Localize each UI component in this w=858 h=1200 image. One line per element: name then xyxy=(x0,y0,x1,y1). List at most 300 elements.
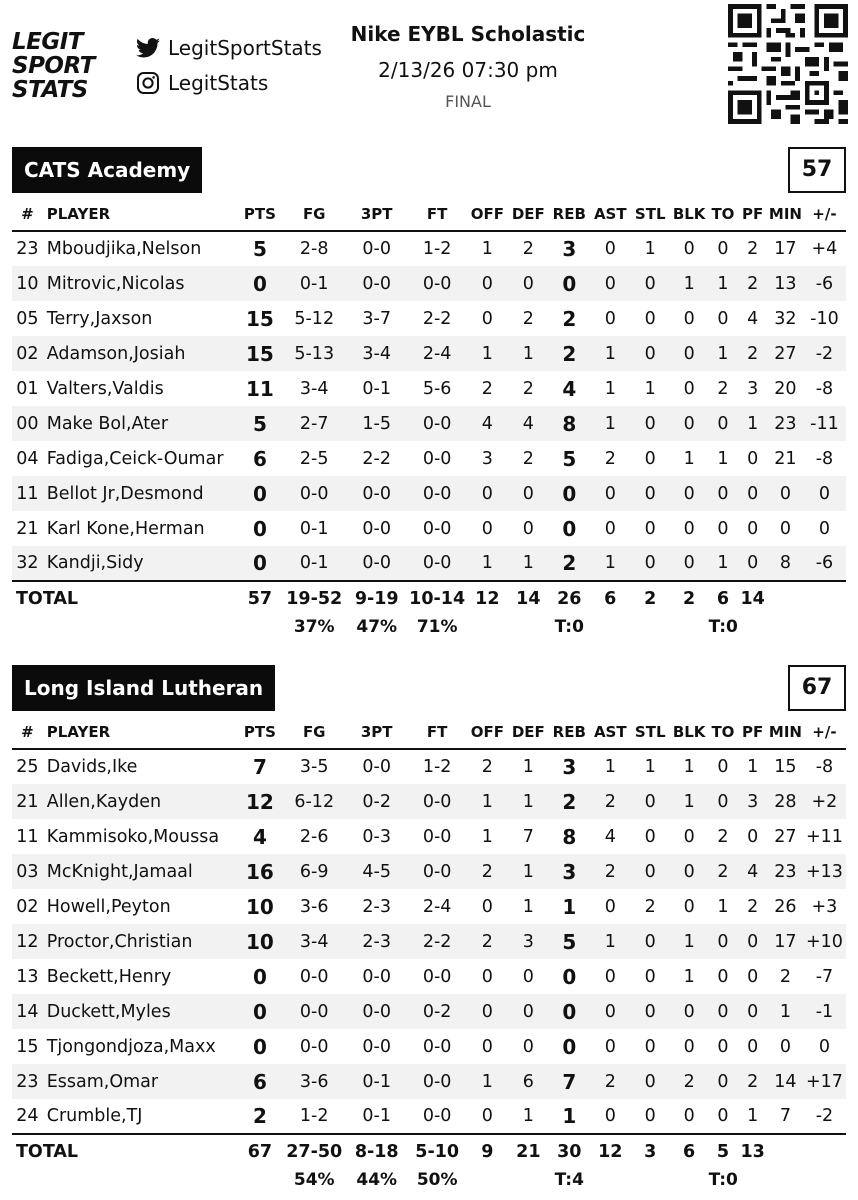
cell-blk: 0 xyxy=(683,896,695,917)
cell-player: Tjongondjoza,Maxx xyxy=(46,1036,216,1057)
cell-pts: 10 xyxy=(237,924,282,959)
cell-player: Karl Kone,Herman xyxy=(46,518,205,539)
cell-3pt: 0-0 xyxy=(362,757,392,777)
cell-min: 20 xyxy=(774,378,797,399)
cell-reb: 1 xyxy=(562,1104,577,1128)
column-header-ast: AST xyxy=(590,715,631,749)
cell-min: 8 xyxy=(768,546,803,581)
column-header-ft: FT xyxy=(407,197,466,231)
cell-stl: 0 xyxy=(631,1064,670,1099)
cell-3pt: 0-0 xyxy=(362,966,392,987)
cell-jersey: 21 xyxy=(12,784,43,819)
cell-fg: 0-0 xyxy=(282,476,346,511)
pct-ast xyxy=(590,615,631,639)
cell-off: 2 xyxy=(467,924,508,959)
pct-pf xyxy=(737,1168,768,1192)
cell-pts: 0 xyxy=(252,516,267,541)
cell-min: 14 xyxy=(768,1064,803,1099)
cell-pf: 3 xyxy=(737,784,768,819)
pct-ft: 71% xyxy=(416,617,458,637)
cell-stl: 0 xyxy=(644,1036,656,1057)
total-ft: 5-10 xyxy=(407,1134,466,1168)
cell-def: 0 xyxy=(508,994,549,1029)
pct-off xyxy=(467,615,508,639)
cell-player: Davids,Ike xyxy=(46,757,138,777)
cell-fg: 3-4 xyxy=(299,378,329,399)
cell-player: Bellot Jr,Desmond xyxy=(43,476,238,511)
cell-pf: 0 xyxy=(737,994,768,1029)
total-def: 21 xyxy=(508,1134,549,1168)
cell-ast: 0 xyxy=(590,994,631,1029)
cell-stl: 0 xyxy=(644,826,656,847)
cell-3pt: 0-0 xyxy=(362,1036,392,1057)
cell-pts: 11 xyxy=(246,376,274,401)
cell-off: 0 xyxy=(467,476,508,511)
cell-pf: 2 xyxy=(747,896,759,917)
cell-jersey: 12 xyxy=(12,924,43,959)
cell-stl: 0 xyxy=(631,266,670,301)
cell-stl: 0 xyxy=(631,336,670,371)
cell-ft: 0-0 xyxy=(407,1064,466,1099)
cell-ast: 1 xyxy=(590,406,631,441)
cell-jersey: 04 xyxy=(16,448,39,469)
total-ast: 12 xyxy=(590,1134,631,1168)
cell-pts: 5 xyxy=(252,237,267,261)
cell-3pt: 2-3 xyxy=(346,924,407,959)
cell-player: Kammisoko,Moussa xyxy=(46,826,220,847)
pct-def xyxy=(508,1168,549,1192)
cell-ast: 0 xyxy=(604,308,616,329)
cell-player: Kandji,Sidy xyxy=(43,546,238,581)
column-header-to: TO xyxy=(709,715,738,749)
cell-plus-minus: 0 xyxy=(818,1036,830,1057)
cell-to: 0 xyxy=(717,1036,729,1057)
cell-min: 0 xyxy=(779,518,791,539)
cell-reb: 1 xyxy=(562,894,577,919)
totals-row xyxy=(12,1134,846,1168)
total-pts: 67 xyxy=(237,1134,282,1168)
cell-player: Valters,Valdis xyxy=(46,378,164,399)
twitter-bird-icon xyxy=(136,38,160,58)
cell-blk: 0 xyxy=(670,406,709,441)
cell-fg: 2-7 xyxy=(282,406,346,441)
cell-blk: 0 xyxy=(683,1036,695,1057)
cell-fg: 6-12 xyxy=(282,784,346,819)
player-row xyxy=(12,994,846,1029)
column-header-plus-minus: +/- xyxy=(803,197,846,231)
cell-ast: 1 xyxy=(604,757,616,777)
cell-reb: 0 xyxy=(562,1034,577,1059)
cell-player: Terry,Jaxson xyxy=(46,308,153,329)
cell-reb: 3 xyxy=(562,237,577,261)
cell-fg: 3-6 xyxy=(282,1064,346,1099)
player-row xyxy=(12,1029,846,1064)
cell-jersey: 05 xyxy=(16,308,39,329)
cell-fg: 2-6 xyxy=(299,826,329,847)
cell-3pt: 4-5 xyxy=(346,854,407,889)
column-header-jersey: # xyxy=(12,715,43,749)
cell-min: 27 xyxy=(774,826,797,847)
cell-to: 1 xyxy=(709,546,738,581)
cell-fg: 1-2 xyxy=(299,1106,329,1126)
cell-3pt: 0-0 xyxy=(346,476,407,511)
cell-stl: 0 xyxy=(631,546,670,581)
cell-stl: 0 xyxy=(644,1106,656,1126)
total-stl: 2 xyxy=(631,581,670,615)
cell-pts: 0 xyxy=(237,546,282,581)
cell-ast: 0 xyxy=(604,1106,616,1126)
total-3pt: 8-18 xyxy=(346,1134,407,1168)
cell-to: 0 xyxy=(709,994,738,1029)
cell-pts: 10 xyxy=(246,894,274,919)
cell-to: 0 xyxy=(709,924,738,959)
cell-ast: 2 xyxy=(590,784,631,819)
cell-min: 7 xyxy=(779,1106,791,1126)
cell-ast: 1 xyxy=(604,378,616,399)
cell-pts: 15 xyxy=(237,336,282,371)
column-header-player: PLAYER xyxy=(43,715,238,749)
cell-to: 0 xyxy=(717,308,729,329)
total-jersey: TOTAL xyxy=(12,581,43,615)
cell-3pt: 0-3 xyxy=(362,826,392,847)
cell-to: 0 xyxy=(717,1106,729,1126)
cell-reb: 0 xyxy=(562,516,577,541)
column-header-reb: REB xyxy=(549,715,590,749)
player-row xyxy=(12,889,846,924)
cell-plus-minus: -6 xyxy=(803,266,846,301)
cell-jersey: 02 xyxy=(12,336,43,371)
cell-to: 0 xyxy=(709,1064,738,1099)
cell-blk: 1 xyxy=(670,266,709,301)
cell-ft: 0-0 xyxy=(422,1106,452,1126)
cell-ast: 1 xyxy=(590,924,631,959)
cell-pts: 0 xyxy=(252,1034,267,1059)
cell-def: 2 xyxy=(522,239,534,259)
cell-def: 4 xyxy=(508,406,549,441)
cell-jersey: 14 xyxy=(12,994,43,1029)
player-row xyxy=(12,959,846,994)
pct-min xyxy=(768,1168,803,1192)
cell-blk: 0 xyxy=(670,336,709,371)
cell-off: 1 xyxy=(467,546,508,581)
cell-3pt: 0-0 xyxy=(346,994,407,1029)
total-fg: 27-50 xyxy=(282,1134,346,1168)
total-stl: 3 xyxy=(631,1134,670,1168)
cell-off: 0 xyxy=(467,994,508,1029)
column-header-plus-minus: +/- xyxy=(803,715,846,749)
cell-reb: 3 xyxy=(549,854,590,889)
cell-def: 2 xyxy=(522,308,534,329)
cell-stl: 0 xyxy=(631,924,670,959)
cell-off: 2 xyxy=(467,854,508,889)
cell-pf: 0 xyxy=(747,518,759,539)
cell-player: Essam,Omar xyxy=(43,1064,238,1099)
cell-plus-minus: -11 xyxy=(803,406,846,441)
pct-min xyxy=(768,615,803,639)
cell-off: 0 xyxy=(467,266,508,301)
pct-jersey xyxy=(12,615,43,639)
cell-off: 0 xyxy=(481,308,493,329)
player-row xyxy=(12,441,846,476)
player-row xyxy=(12,371,846,406)
cell-fg: 3-5 xyxy=(299,757,329,777)
cell-player: Make Bol,Ater xyxy=(43,406,238,441)
cell-off: 2 xyxy=(481,757,493,777)
pct-def xyxy=(508,615,549,639)
totals-row xyxy=(12,581,846,615)
cell-pts: 16 xyxy=(237,854,282,889)
cell-def: 1 xyxy=(522,1106,534,1126)
cell-reb: 2 xyxy=(562,306,577,331)
player-row xyxy=(12,336,846,371)
cell-plus-minus: -2 xyxy=(815,1106,834,1126)
cell-off: 1 xyxy=(481,239,493,259)
total-fg: 19-52 xyxy=(282,581,346,615)
cell-reb: 4 xyxy=(562,376,577,401)
cell-ft: 0-0 xyxy=(407,406,466,441)
page-header xyxy=(0,0,858,130)
cell-pf: 4 xyxy=(747,308,759,329)
cell-off: 1 xyxy=(467,336,508,371)
cell-min: 32 xyxy=(774,308,797,329)
pct-plus-minus xyxy=(803,615,846,639)
cell-ft: 0-0 xyxy=(422,966,452,987)
column-header-player: PLAYER xyxy=(43,197,238,231)
cell-pf: 2 xyxy=(747,239,759,259)
cell-player: McKnight,Jamaal xyxy=(43,854,238,889)
cell-ft: 0-0 xyxy=(407,546,466,581)
total-to: 5 xyxy=(709,1134,738,1168)
qr-code-icon[interactable] xyxy=(728,4,848,124)
cell-pf: 2 xyxy=(737,1064,768,1099)
cell-pts: 2 xyxy=(252,1104,267,1128)
cell-reb: 0 xyxy=(562,964,577,989)
instagram-handle-row xyxy=(136,71,268,95)
cell-reb: 0 xyxy=(549,994,590,1029)
cell-stl: 0 xyxy=(644,518,656,539)
pct-to: T:0 xyxy=(708,1170,738,1190)
column-header-pf: PF xyxy=(737,197,768,231)
cell-reb: 2 xyxy=(549,336,590,371)
pct-blk xyxy=(670,1168,709,1192)
pct-stl xyxy=(631,1168,670,1192)
cell-def: 1 xyxy=(522,757,534,777)
total-pf: 13 xyxy=(737,1134,768,1168)
cell-to: 0 xyxy=(709,406,738,441)
cell-plus-minus: -6 xyxy=(803,546,846,581)
cell-ft: 5-6 xyxy=(422,378,452,399)
cell-pf: 2 xyxy=(737,266,768,301)
cell-to: 1 xyxy=(709,336,738,371)
cell-ast: 0 xyxy=(604,896,616,917)
cell-fg: 5-12 xyxy=(294,308,335,329)
cell-3pt: 0-0 xyxy=(362,518,392,539)
cell-3pt: 0-0 xyxy=(346,266,407,301)
cell-reb: 7 xyxy=(549,1064,590,1099)
cell-player: Beckett,Henry xyxy=(46,966,172,987)
cell-def: 2 xyxy=(522,448,534,469)
cell-ast: 2 xyxy=(590,1064,631,1099)
pct-reb: T:0 xyxy=(554,617,584,637)
cell-player: Adamson,Josiah xyxy=(43,336,238,371)
cell-def: 0 xyxy=(522,518,534,539)
cell-def: 3 xyxy=(508,924,549,959)
team-score-cats-academy: 57 xyxy=(788,147,846,193)
total-def: 14 xyxy=(508,581,549,615)
cell-pf: 0 xyxy=(747,448,759,469)
cell-def: 0 xyxy=(522,1036,534,1057)
cell-fg: 5-13 xyxy=(282,336,346,371)
player-row xyxy=(12,266,846,301)
cell-plus-minus: 0 xyxy=(818,518,830,539)
logo-line: STATS xyxy=(12,77,88,103)
cell-3pt: 0-1 xyxy=(346,1064,407,1099)
logo-line: LEGIT xyxy=(12,29,83,55)
player-row xyxy=(12,854,846,889)
cell-min: 17 xyxy=(768,924,803,959)
cell-3pt: 2-3 xyxy=(362,896,392,917)
cell-jersey: 10 xyxy=(12,266,43,301)
cell-plus-minus: -8 xyxy=(815,448,834,469)
cell-jersey: 11 xyxy=(16,826,39,847)
total-reb: 26 xyxy=(549,581,590,615)
player-row xyxy=(12,819,846,854)
cell-to: 2 xyxy=(709,854,738,889)
box-score-table-cats-academy xyxy=(12,197,846,639)
player-row xyxy=(12,301,846,336)
cell-blk: 0 xyxy=(670,476,709,511)
cell-off: 0 xyxy=(481,1106,493,1126)
percentages-row xyxy=(12,1168,846,1192)
cell-reb: 2 xyxy=(549,546,590,581)
twitter-handle: LegitSportStats xyxy=(168,36,322,60)
cell-def: 2 xyxy=(522,378,534,399)
cell-fg: 0-1 xyxy=(282,546,346,581)
cell-blk: 2 xyxy=(670,1064,709,1099)
cell-ft: 2-4 xyxy=(407,336,466,371)
cell-ast: 2 xyxy=(604,448,616,469)
cell-to: 0 xyxy=(709,476,738,511)
cell-to: 1 xyxy=(709,266,738,301)
pct-to: T:0 xyxy=(708,617,738,637)
cell-player: Duckett,Myles xyxy=(43,994,238,1029)
cell-blk: 0 xyxy=(670,994,709,1029)
cell-ast: 0 xyxy=(604,239,616,259)
pct-fg: 54% xyxy=(293,1170,335,1190)
player-row xyxy=(12,406,846,441)
logo-line: SPORT xyxy=(12,53,95,79)
cell-3pt: 0-1 xyxy=(362,1106,392,1126)
cell-plus-minus: -8 xyxy=(815,757,834,777)
cell-to: 2 xyxy=(717,826,729,847)
cell-off: 2 xyxy=(481,378,493,399)
cell-off: 0 xyxy=(481,518,493,539)
pct-reb: T:4 xyxy=(554,1170,584,1190)
cell-reb: 0 xyxy=(549,476,590,511)
player-row xyxy=(12,476,846,511)
cell-blk: 0 xyxy=(683,518,695,539)
cell-off: 1 xyxy=(481,826,493,847)
cell-min: 23 xyxy=(768,854,803,889)
cell-stl: 1 xyxy=(644,378,656,399)
cell-def: 0 xyxy=(522,966,534,987)
cell-reb: 5 xyxy=(562,446,577,471)
cell-plus-minus: 0 xyxy=(803,476,846,511)
total-plus-minus xyxy=(803,1134,846,1168)
cell-pts: 4 xyxy=(252,824,267,849)
pct-stl xyxy=(631,615,670,639)
cell-3pt: 3-4 xyxy=(346,336,407,371)
cell-jersey: 11 xyxy=(12,476,43,511)
instagram-icon xyxy=(136,71,160,95)
player-row xyxy=(12,231,846,266)
cell-ft: 2-2 xyxy=(422,308,452,329)
column-header-def: DEF xyxy=(508,715,549,749)
game-status: FINAL xyxy=(445,92,491,111)
cell-to: 1 xyxy=(717,896,729,917)
player-row xyxy=(12,784,846,819)
cell-off: 0 xyxy=(481,896,493,917)
cell-fg: 3-4 xyxy=(282,924,346,959)
cell-pf: 0 xyxy=(737,924,768,959)
column-header-ast: AST xyxy=(590,197,631,231)
pct-player xyxy=(43,1168,238,1192)
cell-reb: 2 xyxy=(549,784,590,819)
cell-3pt: 0-2 xyxy=(346,784,407,819)
cell-plus-minus: -8 xyxy=(815,378,834,399)
cell-ast: 0 xyxy=(604,1036,616,1057)
cell-3pt: 0-0 xyxy=(346,546,407,581)
cell-ft: 0-0 xyxy=(422,448,452,469)
column-header-pts: PTS xyxy=(237,715,282,749)
total-off: 9 xyxy=(467,1134,508,1168)
cell-pts: 15 xyxy=(246,306,274,331)
cell-player: Crumble,TJ xyxy=(46,1106,143,1126)
cell-min: 27 xyxy=(768,336,803,371)
total-min xyxy=(768,1134,803,1168)
pct-pts xyxy=(237,615,282,639)
total-off: 12 xyxy=(467,581,508,615)
cell-stl: 0 xyxy=(631,476,670,511)
cell-fg: 0-0 xyxy=(299,966,329,987)
cell-min: 13 xyxy=(768,266,803,301)
cell-stl: 2 xyxy=(644,896,656,917)
cell-def: 0 xyxy=(508,476,549,511)
pct-fg: 37% xyxy=(293,617,335,637)
cell-reb: 8 xyxy=(549,406,590,441)
cell-pf: 1 xyxy=(737,406,768,441)
cell-ast: 4 xyxy=(604,826,616,847)
column-header-fg: FG xyxy=(282,715,346,749)
cell-jersey: 13 xyxy=(16,966,39,987)
cell-blk: 0 xyxy=(683,239,695,259)
cell-pf: 0 xyxy=(747,1036,759,1057)
cell-off: 3 xyxy=(481,448,493,469)
column-header-row xyxy=(12,715,846,749)
twitter-handle-row xyxy=(136,36,322,60)
pct-plus-minus xyxy=(803,1168,846,1192)
cell-plus-minus: +11 xyxy=(805,826,843,847)
cell-def: 6 xyxy=(508,1064,549,1099)
cell-pf: 1 xyxy=(747,757,759,777)
player-row xyxy=(12,749,846,784)
cell-blk: 0 xyxy=(683,378,695,399)
cell-ft: 0-2 xyxy=(407,994,466,1029)
cell-to: 0 xyxy=(717,966,729,987)
cell-fg: 2-8 xyxy=(299,239,329,259)
cell-pf: 0 xyxy=(747,966,759,987)
cell-to: 0 xyxy=(717,239,729,259)
